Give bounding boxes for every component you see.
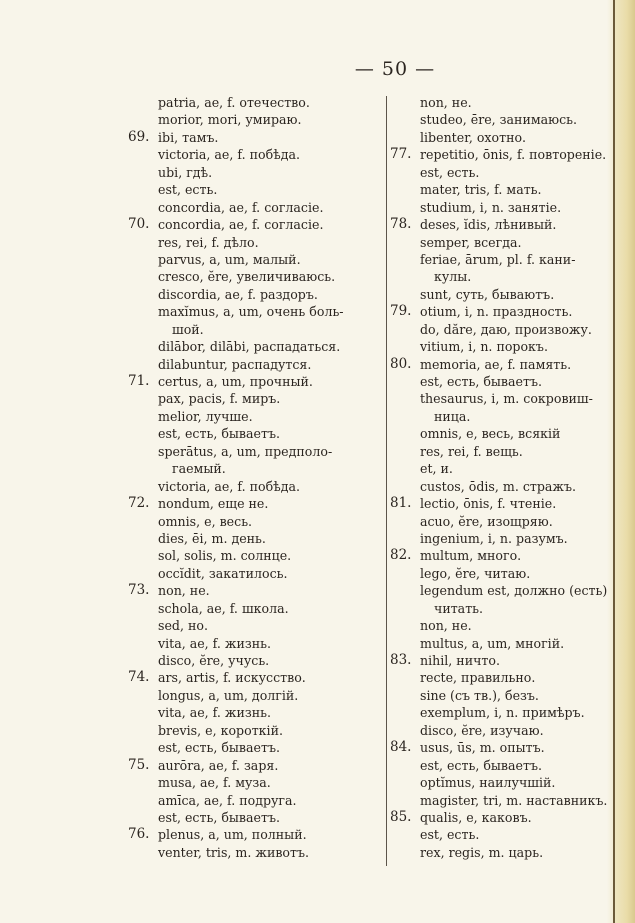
entry-text: est, есть, бываетъ. (420, 374, 542, 389)
vocab-entry (128, 652, 383, 669)
entry-text: semper, всегда. (420, 234, 522, 250)
entry-text: non, не. (420, 95, 472, 110)
vocab-entry (390, 826, 620, 843)
entry-text: legendum est, должно (есть) (420, 583, 608, 599)
entry-text: certus, a, um, прочный. (158, 374, 313, 389)
entry-text: ubi, гдѣ. (158, 164, 213, 180)
entry-text: кулы. (434, 269, 472, 285)
entry-text: est, есть, бываетъ. (158, 740, 280, 756)
vocab-entry (390, 390, 620, 407)
vocab-entry-continuation (390, 408, 620, 425)
vocab-entry (128, 164, 383, 181)
vocab-entry (128, 303, 383, 320)
entry-text: concordia, ae, f. согласіе. (158, 217, 324, 233)
entry-text: memoria, ae, f. память. (420, 356, 572, 372)
vocab-entry (128, 478, 383, 495)
entry-text: non, не. (158, 583, 210, 599)
vocab-entry (390, 460, 620, 477)
entry-text: custos, ōdis, m. стражъ. (420, 478, 577, 494)
vocab-entry (128, 565, 383, 582)
lesson-number: 81. (390, 495, 412, 512)
entry-text: sed, но. (158, 618, 208, 634)
vocab-entry-continuation (390, 600, 620, 617)
lesson-number: 74. (128, 669, 150, 686)
lesson-number: 69. (128, 128, 150, 145)
entry-text: rex, regis, m. царь. (420, 844, 544, 860)
vocab-entry (390, 111, 620, 128)
lesson-number: 76. (128, 826, 150, 843)
entry-text: multus, a, um, многій. (420, 635, 565, 651)
vocab-entry (128, 722, 383, 739)
lesson-number: 71. (128, 373, 150, 389)
entry-text: et, и. (420, 461, 453, 477)
entry-text: sol, solis, m. солнце. (158, 548, 292, 564)
vocab-entry (390, 338, 620, 355)
entry-text: studeo, ēre, занимаюсь. (420, 112, 578, 128)
vocab-entry-numbered (390, 652, 620, 669)
entry-text: pax, pacis, f. миръ. (158, 391, 281, 407)
entry-text: libenter, охотно. (420, 129, 527, 145)
entry-text: thesaurus, i, m. сокровиш- (420, 391, 593, 407)
entry-text: occĭdit, закатилось. (158, 565, 288, 581)
vocab-entry (390, 774, 620, 791)
vocab-entry (128, 356, 383, 373)
vocab-entry (128, 792, 383, 809)
entry-text: recte, правильно. (420, 670, 536, 686)
vocab-entry (390, 722, 620, 739)
vocab-entry-continuation (390, 268, 620, 285)
vocab-entry-numbered (390, 809, 620, 826)
vocab-entry-continuation (128, 321, 383, 338)
vocab-entry (390, 792, 620, 809)
vocab-entry (128, 513, 383, 530)
vocab-entry (390, 844, 620, 861)
vocab-entry (128, 181, 383, 198)
entry-text: studium, i, n. занятіе. (420, 199, 562, 215)
vocab-entry (128, 94, 383, 111)
entry-text: usus, ūs, m. опытъ. (420, 740, 545, 756)
vocab-entry-numbered (128, 373, 383, 390)
entry-text: est, есть, бываетъ. (420, 757, 542, 773)
vocab-entry (128, 617, 383, 634)
entry-text: longus, a, um, долгій. (158, 687, 299, 703)
vocab-entry (128, 408, 383, 425)
left-column (128, 94, 383, 861)
vocab-entry (128, 687, 383, 704)
entry-text: amīca, ae, f. подруга. (158, 792, 297, 808)
entry-text: victoria, ae, f. побѣда. (158, 147, 301, 163)
vocab-entry-numbered (128, 495, 383, 512)
lesson-number: 77. (390, 146, 412, 163)
entry-text: гаемый. (172, 461, 226, 477)
vocab-entry-numbered (390, 303, 620, 320)
lesson-number: 70. (128, 216, 150, 233)
vocab-entry (128, 251, 383, 268)
vocab-entry (128, 199, 383, 216)
entry-text: discordia, ae, f. раздоръ. (158, 286, 318, 302)
vocab-entry (128, 111, 383, 128)
vocab-entry (390, 530, 620, 547)
vocab-entry (128, 635, 383, 652)
entry-text: vita, ae, f. жизнь. (158, 705, 272, 721)
entry-text: melior, лучше. (158, 408, 253, 424)
lesson-number: 85. (390, 808, 412, 825)
entry-text: schola, ae, f. школа. (158, 600, 289, 616)
entry-text: repetitio, ōnis, f. повтореніе. (420, 147, 607, 163)
entry-text: dilabuntur, распадутся. (158, 356, 312, 372)
entry-text: sperātus, a, um, предполо- (158, 443, 333, 459)
entry-text: dilābor, dilābi, распадаться. (158, 339, 341, 355)
entry-text: multum, много. (420, 548, 522, 564)
entry-text: ibi, тамъ. (158, 129, 219, 145)
vocab-entry (128, 390, 383, 407)
vocab-entry (128, 530, 383, 547)
vocab-entry-numbered (128, 669, 383, 686)
entry-text: musa, ae, f. муза. (158, 775, 271, 791)
entry-text: concordia, ae, f. согласіе. (158, 199, 324, 215)
vocab-entry (128, 425, 383, 442)
vocab-entry (128, 844, 383, 861)
entry-text: plenus, a, um, полный. (158, 827, 307, 843)
entry-text: victoria, ae, f. побѣда. (158, 478, 301, 494)
vocab-entry (390, 704, 620, 721)
entry-text: ars, artis, f. искусство. (158, 670, 306, 686)
entry-text: aurōra, ae, f. заря. (158, 757, 279, 773)
lesson-number: 78. (390, 216, 412, 233)
entry-text: sunt, суть, бываютъ. (420, 286, 555, 302)
entry-text: omnis, e, весь. (158, 513, 253, 529)
entry-text: exemplum, i, n. примѣръ. (420, 705, 585, 721)
entry-text: шой. (172, 321, 204, 337)
entry-text: est, есть, бываетъ. (158, 426, 280, 442)
vocab-entry-numbered (128, 826, 383, 843)
entry-text: nondum, еще не. (158, 496, 269, 512)
entry-text: otium, i, n. праздность. (420, 304, 573, 320)
entry-text: ingenium, i, n. разумъ. (420, 530, 568, 546)
vocab-entry (390, 617, 620, 634)
vocab-entry (128, 268, 383, 285)
entry-text: res, rei, f. дѣло. (158, 234, 259, 250)
entry-text: sine (съ тв.), безъ. (420, 687, 539, 703)
vocab-entry (390, 478, 620, 495)
vocab-entry-numbered (128, 216, 383, 233)
vocab-entry (390, 251, 620, 268)
entry-text: disco, ĕre, учусь. (158, 653, 270, 668)
vocab-entry-numbered (390, 495, 620, 512)
lesson-number: 84. (390, 739, 412, 756)
vocab-entry (128, 704, 383, 721)
vocab-entry (390, 565, 620, 582)
vocab-entry-numbered (128, 757, 383, 774)
vocab-entry-numbered (390, 547, 620, 564)
vocab-entry (128, 286, 383, 303)
lesson-number: 79. (390, 303, 412, 320)
vocab-entry (390, 286, 620, 303)
vocab-entry (390, 425, 620, 442)
vocab-entry (390, 443, 620, 460)
entry-text: morior, mori, умираю. (158, 112, 302, 128)
vocab-entry (128, 547, 383, 564)
entry-text: maxĭmus, a, um, очень боль- (158, 304, 344, 320)
column-divider (386, 96, 387, 866)
vocab-entry (390, 513, 620, 530)
vocab-entry (390, 635, 620, 652)
vocab-entry (390, 181, 620, 198)
entry-text: nihil, ничто. (420, 653, 500, 668)
lesson-number: 83. (390, 652, 412, 668)
vocab-entry (128, 338, 383, 355)
entry-text: cresco, ĕre, увеличиваюсь. (158, 269, 336, 285)
entry-text: est, есть, бываетъ. (158, 809, 280, 825)
entry-text: vitium, i, n. порокъ. (420, 339, 548, 355)
vocab-entry (390, 94, 620, 111)
entry-text: do, dăre, даю, произвожу. (420, 321, 592, 337)
entry-text: venter, tris, m. животъ. (158, 844, 309, 860)
vocab-entry (390, 321, 620, 338)
entry-text: est, есть. (420, 827, 480, 843)
entry-text: est, есть. (158, 182, 218, 198)
lesson-number: 73. (128, 582, 150, 599)
entry-text: optĭmus, наилучшій. (420, 775, 556, 791)
vocab-entry (128, 774, 383, 791)
vocab-entry-numbered (390, 739, 620, 756)
vocab-entry (128, 443, 383, 460)
entry-text: parvus, a, um, малый. (158, 251, 301, 267)
entry-text: deses, ĭdis, лѣнивый. (420, 217, 557, 233)
right-column (390, 94, 620, 861)
entry-text: omnis, e, весь, всякій (420, 426, 561, 442)
vocab-entry-numbered (390, 356, 620, 373)
entry-text: mater, tris, f. мать. (420, 182, 542, 198)
vocab-entry (390, 757, 620, 774)
entry-text: qualis, e, каковъ. (420, 809, 532, 825)
vocab-entry (128, 146, 383, 163)
vocab-entry (128, 739, 383, 756)
entry-text: feriae, ārum, pl. f. кани- (420, 251, 576, 267)
entry-text: est, есть. (420, 164, 480, 180)
vocab-entry (128, 600, 383, 617)
entry-text: res, rei, f. вещь. (420, 443, 523, 459)
entry-text: patria, ae, f. отечество. (158, 95, 310, 110)
vocab-entry-numbered (390, 216, 620, 233)
entry-text: ница. (434, 408, 471, 424)
entry-text: lectio, ōnis, f. чтеніе. (420, 496, 557, 512)
entry-text: acuo, ĕre, изощряю. (420, 513, 553, 529)
vocab-entry-numbered (128, 582, 383, 599)
lesson-number: 75. (128, 756, 150, 773)
entry-text: non, не. (420, 618, 472, 634)
entry-text: dies, ēi, m. день. (158, 530, 266, 546)
vocab-entry (390, 373, 620, 390)
vocab-entry (390, 129, 620, 146)
vocab-entry (390, 582, 620, 599)
vocab-entry (128, 234, 383, 251)
lesson-number: 80. (390, 355, 412, 372)
vocab-entry-numbered (128, 129, 383, 146)
vocab-entry (390, 199, 620, 216)
entry-text: brevis, e, короткій. (158, 722, 283, 738)
vocab-entry-numbered (390, 146, 620, 163)
lesson-number: 82. (390, 547, 412, 564)
entry-text: disco, ĕre, изучаю. (420, 722, 544, 738)
lesson-number: 72. (128, 495, 150, 512)
vocab-entry-continuation (128, 460, 383, 477)
vocab-entry (390, 164, 620, 181)
entry-text: lego, ĕre, читаю. (420, 565, 531, 581)
vocab-entry (390, 234, 620, 251)
entry-text: читать. (434, 600, 484, 616)
entry-text: magister, tri, m. наставникъ. (420, 792, 608, 808)
vocab-entry (390, 669, 620, 686)
entry-text: vita, ae, f. жизнь. (158, 635, 272, 651)
vocab-entry (390, 687, 620, 704)
vocab-entry (128, 809, 383, 826)
page-number: — 50 — (354, 58, 436, 80)
